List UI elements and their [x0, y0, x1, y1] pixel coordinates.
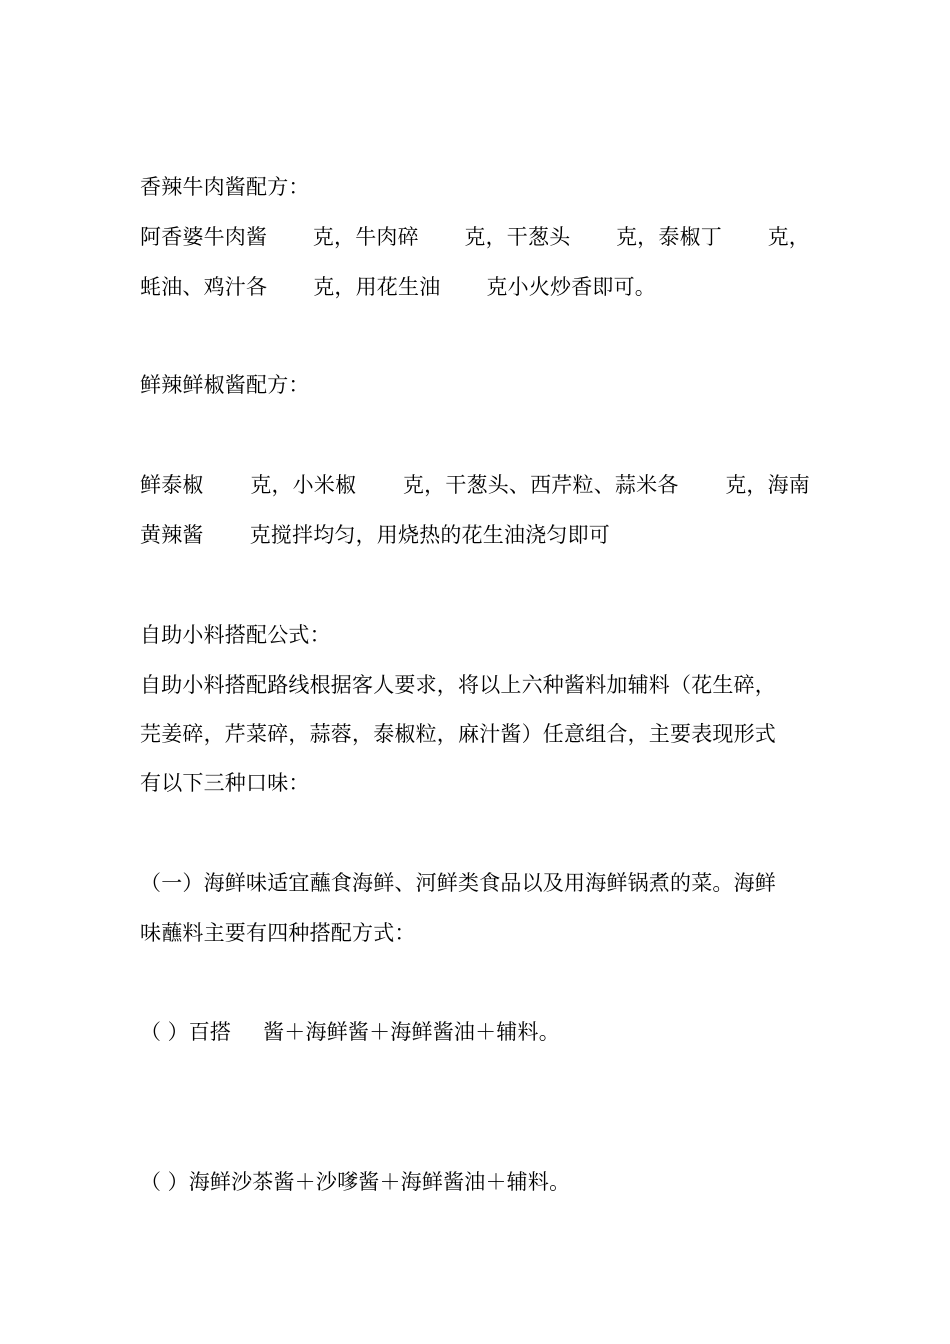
seafood-line2: 味蘸料主要有四种搭配方式：: [140, 921, 416, 945]
recipe2-line1-seg-b: 克，小米椒: [250, 473, 357, 497]
recipe2-line1-seg-d: 克，海南: [725, 473, 810, 497]
formula-title: 自助小料搭配公式：: [140, 623, 331, 647]
recipe2-line2-seg-a: 黄辣酱: [140, 523, 204, 547]
recipe1-line1-seg-b: 克，牛肉碎: [312, 225, 419, 249]
recipe2-line2-seg-b: 克搅拌均匀，用烧热的花生油浇匀即可: [249, 523, 611, 547]
formula-line2: 芫姜碎，芹菜碎，蒜蓉，泰椒粒，麻汁酱）任意组合，主要表现形式: [140, 722, 776, 746]
recipe1-line1: [140, 222, 810, 252]
formula-line3: 有以下三种口味：: [140, 771, 310, 795]
recipe1-line2-seg-c: 克小火炒香即可。: [486, 275, 657, 299]
seafood-line1: （一）海鲜味适宜蘸食海鲜、河鲜类食品以及用海鲜锅煮的菜。海鲜: [140, 871, 776, 895]
item2-paren: （ ）: [140, 1170, 189, 1194]
recipe2-title: 鲜辣鲜椒酱配方：: [140, 373, 310, 397]
recipe2-line2: [140, 520, 610, 550]
recipe2-line1-seg-c: 克，干葱头、西芹粒、蒜米各: [402, 473, 679, 497]
recipe1-line1-seg-c: 克，干葱头: [464, 225, 571, 249]
item1-seg-a: 百搭: [188, 1020, 232, 1044]
formula-line1: 自助小料搭配路线根据客人要求，将以上六种酱料加辅料（花生碎，: [140, 673, 776, 697]
item1: [140, 1017, 560, 1047]
recipe2-line1-seg-a: 鲜泰椒: [140, 473, 204, 497]
recipe1-line2: [140, 272, 656, 302]
recipe1-title: 香辣牛肉酱配方：: [140, 175, 310, 199]
recipe1-line2-seg-b: 克，用花生油: [313, 275, 441, 299]
item2-seg-a: 海鲜沙茶酱＋沙嗲酱＋海鲜酱油＋辅料。: [188, 1170, 571, 1194]
recipe1-line1-seg-d: 克，泰椒丁: [615, 225, 722, 249]
item1-seg-b: 酱＋海鲜酱＋海鲜酱油＋辅料。: [263, 1020, 560, 1044]
item1-paren: （ ）: [140, 1020, 189, 1044]
recipe1-line2-seg-a: 蚝油、鸡汁各: [140, 275, 268, 299]
recipe1-line1-seg-a: 阿香婆牛肉酱: [140, 225, 268, 249]
item2: [140, 1167, 570, 1197]
recipe1-line1-seg-e: 克，: [767, 225, 810, 249]
recipe2-line1: [140, 470, 810, 500]
